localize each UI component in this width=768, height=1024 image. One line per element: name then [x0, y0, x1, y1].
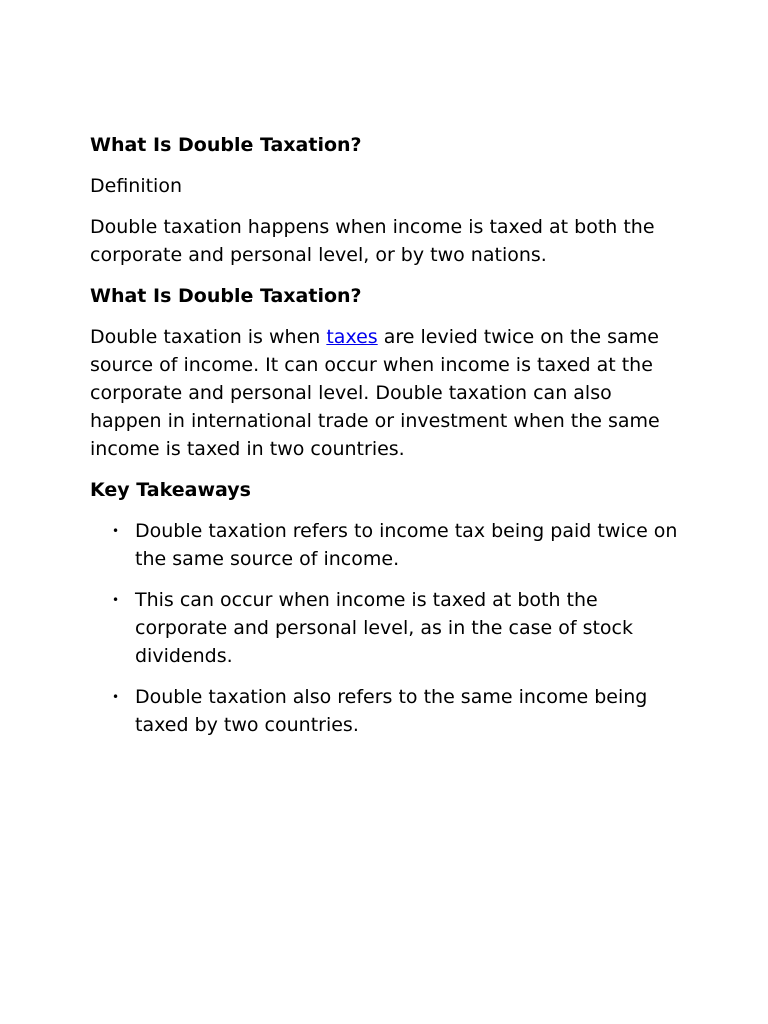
key-takeaways-list: [90, 517, 680, 739]
list-item-text: Double taxation refers to income tax being paid twice on the same source of income.: [135, 520, 678, 570]
page-title: What Is Double Taxation?: [90, 134, 362, 156]
bullet-icon: •: [112, 690, 120, 704]
body-paragraph: [90, 323, 680, 463]
list-item: [112, 683, 680, 739]
definition-label: Definition: [90, 175, 183, 197]
section-heading: What Is Double Taxation?: [90, 285, 362, 307]
list-item-text: This can occur when income is taxed at both the corporate and personal level, as in the case of stock dividends.: [135, 589, 633, 667]
bullet-icon: •: [112, 593, 120, 607]
article-content: [90, 131, 680, 752]
list-item: [112, 586, 680, 670]
body-text-after-link: are levied twice on the same source of income. It can occur when income is taxed at the corporate and personal level. Double taxation can also happen in international trade or investment when the same income is taxed in two countries.: [90, 326, 660, 460]
taxes-link[interactable]: taxes: [326, 326, 378, 348]
bullet-icon: •: [112, 524, 120, 538]
list-item-text: Double taxation also refers to the same income being taxed by two countries.: [135, 686, 648, 736]
key-takeaways-heading: Key Takeaways: [90, 479, 251, 501]
list-item: [112, 517, 680, 573]
body-text-before-link: Double taxation is when: [90, 326, 327, 348]
definition-text: Double taxation happens when income is taxed at both the corporate and personal level, or by two nations.: [90, 216, 655, 266]
